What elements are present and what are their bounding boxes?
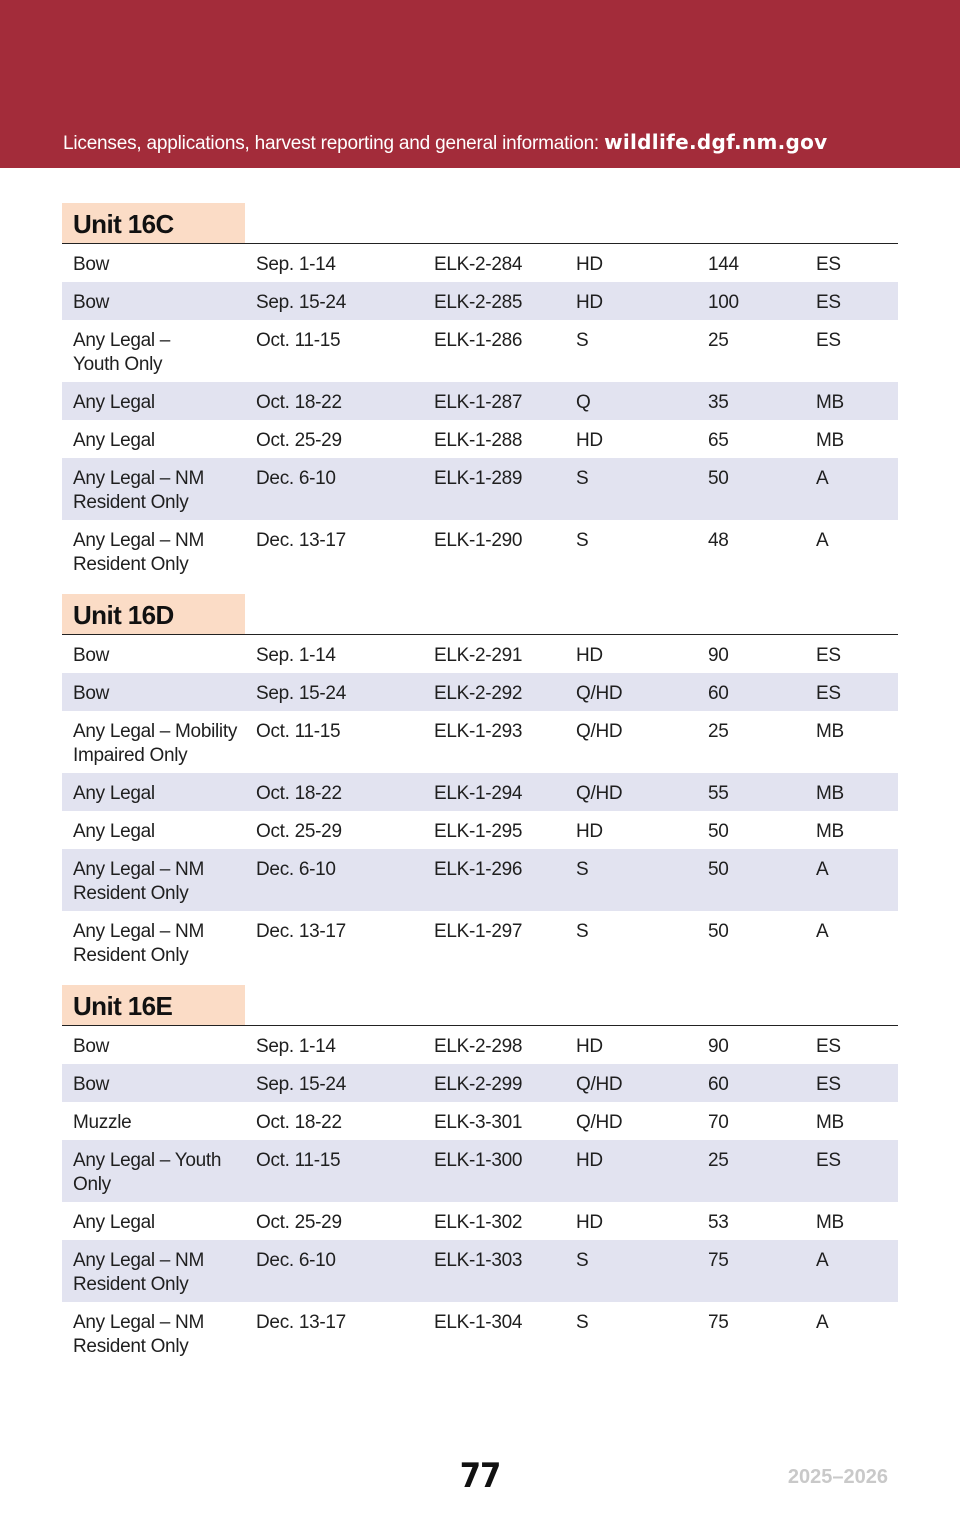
bag-limit-cell: HD (576, 1036, 603, 1057)
hunt-code-cell: ELK-1-288 (434, 430, 523, 451)
hunt-type-cell: Any Legal – NM Resident Only (62, 458, 245, 520)
licenses-cell: 144 (708, 254, 739, 275)
table-row (62, 1302, 898, 1364)
table-row (62, 382, 898, 420)
hunt-code-cell: ELK-2-291 (434, 645, 523, 666)
page-number: 77 (459, 1456, 501, 1496)
unit-table (62, 635, 898, 973)
access-cell: A (805, 458, 898, 520)
bag-limit-cell: S (576, 1312, 589, 1333)
licenses-cell: 100 (697, 282, 805, 320)
bag-limit-cell: Q/HD (576, 721, 623, 742)
licenses-cell: 70 (708, 1112, 729, 1133)
table-row (62, 673, 898, 711)
hunt-code-cell: ELK-1-289 (423, 458, 565, 520)
table-row (62, 711, 898, 773)
hunt-dates-cell: Dec. 13-17 (256, 921, 346, 942)
table-row (62, 244, 898, 282)
unit-header (62, 594, 898, 635)
bag-limit-cell: HD (576, 254, 603, 275)
bag-limit-cell: HD (565, 1140, 697, 1202)
hunt-type-cell: Bow (73, 1036, 110, 1057)
licenses-cell: 53 (708, 1212, 729, 1233)
table-row (62, 911, 898, 973)
table-row (62, 458, 898, 520)
hunt-dates-cell: Oct. 25-29 (256, 430, 342, 451)
licenses-cell: 25 (708, 330, 729, 351)
info-text: Licenses, applications, harvest reporting and general information: (63, 133, 605, 154)
access-cell: ES (805, 1064, 898, 1102)
hunt-code-cell: ELK-2-292 (423, 673, 565, 711)
hunt-dates-cell: Sep. 15-24 (245, 282, 423, 320)
hunt-dates-cell: Oct. 11-15 (245, 1140, 423, 1202)
table-row (62, 773, 898, 811)
access-cell: ES (816, 254, 841, 275)
hunt-type-cell: Bow (73, 254, 110, 275)
bag-limit-cell: Q/HD (565, 1064, 697, 1102)
hunt-dates-cell: Sep. 1-14 (256, 1036, 336, 1057)
hunt-code-cell: ELK-1-304 (434, 1312, 523, 1333)
access-cell: MB (805, 773, 898, 811)
table-row (62, 1140, 898, 1202)
bag-limit-cell: S (565, 458, 697, 520)
section-spacer (62, 973, 898, 985)
hunt-code-cell: ELK-1-287 (423, 382, 565, 420)
hunt-type-cell: Bow (62, 282, 245, 320)
table-row (62, 1064, 898, 1102)
access-cell: ES (805, 282, 898, 320)
licenses-cell: 50 (708, 821, 729, 842)
hunt-code-cell: ELK-1-300 (423, 1140, 565, 1202)
hunt-dates-cell: Oct. 25-29 (256, 1212, 342, 1233)
hunt-type-cell: Any Legal (62, 773, 245, 811)
hunt-dates-cell: Dec. 6-10 (245, 849, 423, 911)
table-row (62, 849, 898, 911)
hunt-type-cell: Any Legal – NM Resident Only (62, 1240, 245, 1302)
hunt-type-cell: Any Legal (62, 382, 245, 420)
hunt-type-cell: Any Legal (73, 1212, 155, 1233)
licenses-cell: 25 (708, 721, 729, 742)
hunt-type-cell: Any Legal – Youth Only (62, 1140, 245, 1202)
hunt-code-cell: ELK-3-301 (434, 1112, 523, 1133)
bag-limit-cell: S (576, 921, 589, 942)
access-cell: A (805, 849, 898, 911)
access-cell: ES (816, 330, 841, 351)
table-row (62, 1102, 898, 1140)
hunt-dates-cell: Oct. 18-22 (245, 773, 423, 811)
table-row (62, 811, 898, 849)
hunt-code-cell: ELK-2-298 (434, 1036, 523, 1057)
licenses-cell: 50 (708, 921, 729, 942)
hunt-dates-cell: Sep. 1-14 (256, 254, 336, 275)
hunt-dates-cell: Dec. 13-17 (256, 1312, 346, 1333)
access-cell: MB (816, 821, 844, 842)
unit-title: Unit 16E (62, 985, 245, 1025)
hunt-type-cell: Any Legal – Mobility Impaired Only (73, 721, 238, 766)
hunt-dates-cell: Oct. 25-29 (256, 821, 342, 842)
hunt-dates-cell: Oct. 18-22 (245, 382, 423, 420)
hunt-code-cell: ELK-1-302 (434, 1212, 523, 1233)
access-cell: MB (805, 382, 898, 420)
unit-table (62, 1026, 898, 1364)
hunt-type-cell: Bow (62, 673, 245, 711)
access-cell: A (816, 530, 829, 551)
hunt-dates-cell: Oct. 11-15 (256, 721, 341, 742)
access-cell: A (816, 1312, 829, 1333)
unit-section (62, 203, 898, 582)
edition-year: 2025–2026 (787, 1466, 888, 1488)
licenses-cell: 75 (708, 1312, 729, 1333)
hunt-dates-cell: Dec. 6-10 (245, 1240, 423, 1302)
bag-limit-cell: S (565, 1240, 697, 1302)
licenses-cell: 90 (708, 645, 729, 666)
hunt-tables (62, 203, 898, 1364)
bag-limit-cell: HD (576, 430, 603, 451)
hunt-type-cell: Bow (73, 645, 110, 666)
table-row (62, 320, 898, 382)
hunt-code-cell: ELK-1-296 (423, 849, 565, 911)
hunt-type-cell: Any Legal – NM Resident Only (73, 921, 204, 966)
hunt-code-cell: ELK-2-285 (423, 282, 565, 320)
licenses-cell: 35 (697, 382, 805, 420)
hunt-type-cell: Any Legal (73, 430, 155, 451)
info-line (63, 130, 827, 155)
table-row (62, 1240, 898, 1302)
bag-limit-cell: S (576, 530, 589, 551)
unit-title: Unit 16C (62, 203, 245, 243)
hunt-dates-cell: Sep. 1-14 (256, 645, 336, 666)
hunt-code-cell: ELK-1-286 (434, 330, 523, 351)
bag-limit-cell: Q (565, 382, 697, 420)
hunt-dates-cell: Oct. 18-22 (256, 1112, 342, 1133)
unit-section (62, 594, 898, 973)
table-row (62, 282, 898, 320)
hunt-type-cell: Any Legal (73, 821, 155, 842)
access-cell: ES (816, 645, 841, 666)
hunt-type-cell: Any Legal – Youth Only (73, 330, 171, 375)
access-cell: A (805, 1240, 898, 1302)
licenses-cell: 65 (708, 430, 729, 451)
access-cell: MB (816, 1112, 844, 1133)
access-cell: MB (816, 1212, 844, 1233)
access-cell: ES (805, 673, 898, 711)
hunt-code-cell: ELK-1-290 (434, 530, 523, 551)
hunt-code-cell: ELK-1-297 (434, 921, 523, 942)
table-row (62, 1026, 898, 1064)
hunt-dates-cell: Sep. 15-24 (245, 673, 423, 711)
header-banner (0, 0, 960, 168)
licenses-cell: 48 (708, 530, 729, 551)
access-cell: MB (816, 430, 844, 451)
licenses-cell: 60 (697, 1064, 805, 1102)
table-row (62, 1202, 898, 1240)
hunt-dates-cell: Sep. 15-24 (245, 1064, 423, 1102)
bag-limit-cell: Q/HD (576, 1112, 623, 1133)
table-row (62, 420, 898, 458)
hunt-type-cell: Any Legal – NM Resident Only (62, 849, 245, 911)
hunt-dates-cell: Dec. 6-10 (245, 458, 423, 520)
unit-header (62, 203, 898, 244)
bag-limit-cell: HD (576, 645, 603, 666)
bag-limit-cell: HD (576, 1212, 603, 1233)
bag-limit-cell: Q/HD (565, 673, 697, 711)
access-cell: MB (816, 721, 844, 742)
hunt-code-cell: ELK-2-299 (423, 1064, 565, 1102)
licenses-cell: 90 (708, 1036, 729, 1057)
bag-limit-cell: S (576, 330, 589, 351)
hunt-type-cell: Any Legal – NM Resident Only (73, 530, 204, 575)
hunt-dates-cell: Oct. 11-15 (256, 330, 341, 351)
hunt-code-cell: ELK-1-303 (423, 1240, 565, 1302)
licenses-cell: 50 (697, 849, 805, 911)
licenses-cell: 55 (697, 773, 805, 811)
hunt-dates-cell: Dec. 13-17 (256, 530, 346, 551)
bag-limit-cell: S (565, 849, 697, 911)
access-cell: ES (805, 1140, 898, 1202)
licenses-cell: 25 (697, 1140, 805, 1202)
bag-limit-cell: HD (576, 821, 603, 842)
table-row (62, 635, 898, 673)
section-spacer (62, 582, 898, 594)
licenses-cell: 60 (697, 673, 805, 711)
table-row (62, 520, 898, 582)
access-cell: ES (816, 1036, 841, 1057)
website-link[interactable]: wildlife.dgf.nm.gov (604, 130, 828, 154)
bag-limit-cell: HD (565, 282, 697, 320)
access-cell: A (816, 921, 829, 942)
bag-limit-cell: Q/HD (565, 773, 697, 811)
hunt-code-cell: ELK-1-293 (434, 721, 523, 742)
hunt-code-cell: ELK-2-284 (434, 254, 523, 275)
unit-section (62, 985, 898, 1364)
hunt-code-cell: ELK-1-295 (434, 821, 523, 842)
unit-header (62, 985, 898, 1026)
hunt-code-cell: ELK-1-294 (423, 773, 565, 811)
unit-title: Unit 16D (62, 594, 245, 634)
hunt-type-cell: Muzzle (73, 1112, 132, 1133)
licenses-cell: 75 (697, 1240, 805, 1302)
licenses-cell: 50 (697, 458, 805, 520)
unit-table (62, 244, 898, 582)
hunt-type-cell: Any Legal – NM Resident Only (73, 1312, 204, 1357)
hunt-type-cell: Bow (62, 1064, 245, 1102)
